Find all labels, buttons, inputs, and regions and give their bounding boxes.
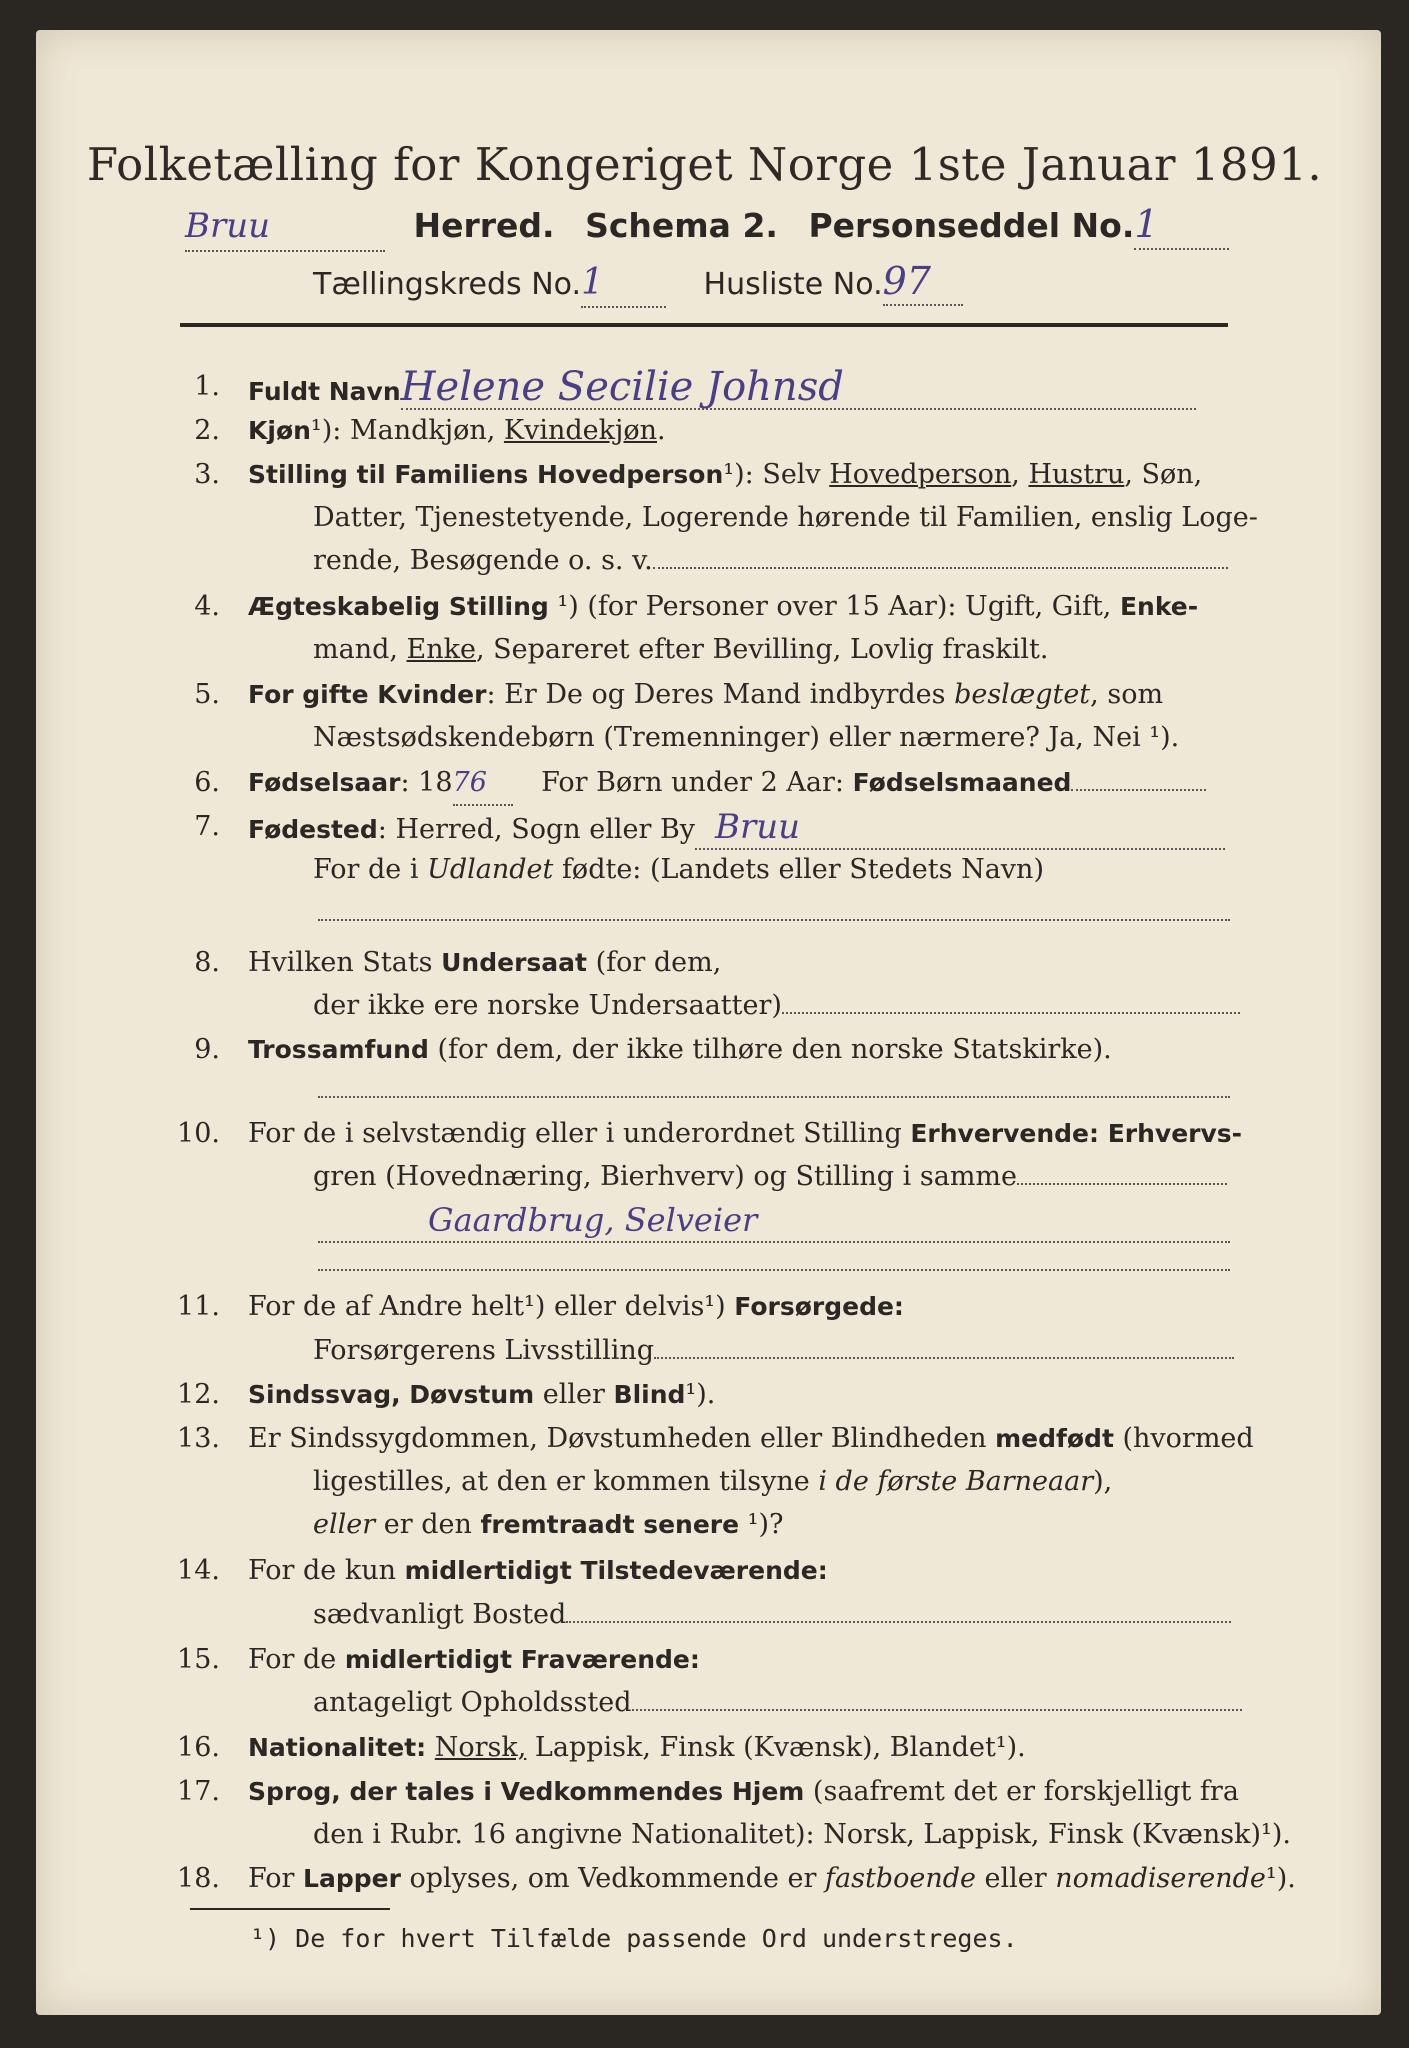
q-nationality-selected: Norsk, [434,1732,527,1763]
q-congenital-close: ), [1093,1466,1113,1497]
item-3 [248,454,1202,496]
form-title: Folketælling for Kongeriget Norge 1ste Januar 1891. [86,138,1323,191]
item-number: 2. [194,415,220,446]
item-number: 8. [194,947,220,978]
footnote-rule [190,1908,390,1910]
item-11 [248,1286,904,1328]
item-14-line2 [313,1594,1231,1636]
fill-line [653,566,1228,569]
q-disability-label: Sindssvag, Døvstum [248,1380,535,1409]
q-sex-label: Kjøn [248,416,311,445]
q-disability-or: eller [534,1379,614,1410]
item-11-line2 [313,1330,1234,1372]
q-birthmonth-label: Fødselsmaaned [852,768,1072,797]
q-position-son: , Søn, [1124,459,1203,490]
item-5 [248,674,1163,716]
occupation-value: Gaardbrug, Selveier [318,1199,1230,1243]
q-nationality-space [426,1732,435,1763]
q-sami-resident: fastboende [825,1863,976,1894]
q-birthyear-label: Fødselsaar [248,768,401,797]
q-married-for: For [248,680,303,709]
q-congenital-q: ¹)? [739,1509,784,1540]
personseddel-value: 1 [1134,200,1229,250]
q-congenital-text: Er Sindssygdommen, Døvstumheden eller Blindheden [248,1423,996,1454]
herred-value: Bruu [185,202,385,252]
q-congenital-label: medfødt [995,1424,1114,1453]
item-number: 15. [177,1644,220,1675]
personseddel-label: Personseddel No. [808,206,1135,245]
item-13-line2 [313,1461,1112,1503]
q-congenital-er: er den [375,1509,481,1540]
q-disability-note: ¹). [685,1379,716,1410]
q-occupation-text: For de i selvstændig eller i underordnet Stilling [248,1118,911,1149]
q-language-text: (saafremt det er forskjelligt fra [804,1776,1239,1807]
q-marital-mand: mand, [313,634,407,665]
item-18 [248,1858,1296,1900]
item-1 [248,366,1196,413]
item-2: Kjøn¹): Mandkjøn, Kvindekjøn. [248,415,666,446]
q-marital-selected: Enke [406,634,476,665]
fill-line [318,918,1230,921]
item-4 [248,586,1198,628]
q-religion-label: Trossamfund [248,1035,429,1064]
schema-label: Schema 2. [585,206,778,245]
fill-line [782,1011,1240,1014]
q-married-women: gifte Kvinder [302,680,487,709]
q-probable-stay: antageligt Opholdssted [313,1687,632,1718]
item-number: 9. [194,1034,220,1065]
q-citizen-text: Hvilken Stats [248,947,442,978]
q-abroad-word: Udlandet [427,854,554,885]
item-number: 14. [177,1555,220,1586]
q-married-related: beslægtet [954,679,1091,710]
item-3-line3 [313,540,1228,582]
item-10-answer-line [318,1199,1230,1244]
item-7 [248,806,1225,851]
fill-line [1017,1182,1227,1185]
q-sex-selected: Kvindekjøn [503,415,658,446]
item-number: 1. [194,371,220,402]
item-10 [248,1113,1242,1155]
herred-label: Herred. [413,206,555,245]
q-married-text: : Er De og Deres Mand indbyrdes [486,679,955,710]
item-9 [248,1029,1112,1071]
q-abroad-prefix: For de i [313,854,428,885]
item-number: 16. [177,1732,220,1763]
q-congenital-line2: ligestilles, at den er kommen tilsyne [313,1466,819,1497]
q-marital-rest: , Separeret efter Bevilling, Lovlig fraskilt. [476,634,1049,665]
q-congenital-later: fremtraadt senere [480,1510,740,1539]
q-sami-note: ¹). [1265,1863,1296,1894]
q-position-selected: Hovedperson [829,459,1012,490]
q-position-hustru: Hustru [1028,459,1125,490]
q-position-label: Stilling til Familiens Hovedperson [248,460,724,489]
item-number: 5. [194,679,220,710]
item-8 [248,942,721,984]
item-5-line2: Næstsødskendebørn (Tremenninger) eller nærmere? Ja, Nei ¹). [313,722,1180,753]
q-temp-absent-text: For de [248,1644,345,1675]
husliste-value: 97 [883,258,963,306]
item-number: 18. [177,1863,220,1894]
item-17-line2: den i Rubr. 16 angivne Nationalitet): Norsk, Lappisk, Finsk (Kvænsk)¹). [313,1819,1291,1850]
q-temp-absent-label: midlertidigt Fraværende: [344,1645,700,1674]
fill-line [318,1095,1230,1098]
q-full-name-label: Fuldt Navn [248,377,401,406]
q-nationality-options: Lappisk, Finsk (Kvænsk), Blandet¹). [526,1732,1026,1763]
q-sami-for: For [248,1863,304,1894]
item-13-line3 [313,1504,784,1546]
item-8-line2 [313,985,1240,1027]
fill-line [654,1356,1234,1359]
q-supporter-occupation: Forsørgerens Livsstilling [313,1335,655,1366]
item-number: 17. [177,1776,220,1807]
item-17 [248,1771,1239,1813]
fill-line [566,1620,1231,1623]
q-position-text: ¹): Selv [723,459,830,490]
q-religion-text: (for dem, der ikke tilhøre den norske Statskirke). [428,1034,1112,1065]
item-13 [248,1418,1254,1460]
item-4-line2 [313,629,1048,671]
item-number: 4. [194,591,220,622]
q-marital-enkemand: Enke- [1119,592,1199,621]
item-7-line2 [313,849,1044,891]
q-birthplace-label: Fødested [248,815,378,844]
item-6 [248,762,1206,806]
q-sami-nomadic: nomadiserende [1055,1863,1266,1894]
item-15-line2 [313,1682,1242,1724]
q-nationality-label: Nationalitet: [248,1733,427,1762]
q-supported-text: For de af Andre helt¹) eller delvis¹) [248,1291,735,1322]
item-16 [248,1727,1026,1769]
q-congenital-paren: (hvormed [1113,1423,1254,1454]
kreds-label: Tællingskreds No. [313,267,581,302]
q-sex-options: ¹): Mandkjøn, [310,415,504,446]
item-number: 3. [194,459,220,490]
fill-line [318,1268,1230,1271]
birthplace-value: Bruu [695,806,1225,850]
fill-line [1071,788,1206,791]
item-10-line2 [313,1156,1227,1198]
fill-line [632,1708,1242,1711]
q-marital-label: Ægteskabelig Stilling [248,592,549,621]
husliste-label: Husliste No. [703,267,883,302]
q-congenital-childhood: i de første Barneaar [818,1466,1094,1497]
q-citizen-label: Undersaat [441,948,587,977]
q-married-som: , som [1090,679,1164,710]
q-birthplace-text: : Herred, Sogn eller By [377,814,696,845]
q-birthyear-prefix: : 18 [400,767,453,798]
item-12 [248,1374,715,1416]
birthyear-value: 76 [453,762,513,806]
item-number: 13. [177,1423,220,1454]
q-citizen-line2: der ikke ere norske Undersaatter) [313,990,782,1021]
q-position-sep: , [1011,459,1029,490]
q-temp-present-text: For de kun [248,1555,405,1586]
header-rule [180,323,1228,327]
q-sami-label: Lapper [303,1864,401,1893]
q-supported-label: Forsørgede: [734,1292,904,1321]
q-abroad-rest: fødte: (Landets eller Stedets Navn) [553,854,1044,885]
item-number: 6. [194,767,220,798]
q-usual-residence: sædvanligt Bosted [313,1599,567,1630]
full-name-value: Helene Secilie Johnsd [401,366,1196,410]
kreds-value: 1 [581,260,666,308]
q-sami-text: oplyses, om Vedkommende er [400,1863,825,1894]
kreds-line [313,258,963,308]
herred-line [185,200,1229,252]
item-number: 7. [194,811,220,842]
q-marital-options: ¹) (for Personer over 15 Aar): Ugift, Gift, [548,591,1120,622]
q-citizen-paren: (for dem, [586,947,722,978]
item-15 [248,1639,700,1681]
item-number: 12. [177,1379,220,1410]
item-number: 10. [177,1118,220,1149]
q-occupation-line2: gren (Hovednæring, Bierhverv) og Stilling i samme [313,1161,1018,1192]
q-occupation-label: Erhvervende: Erhvervs- [910,1119,1243,1148]
q-disability-blind: Blind [613,1380,686,1409]
q-sami-or: eller [975,1863,1056,1894]
item-3-line2: Datter, Tjenestetyende, Logerende hørende til Familien, enslig Loge- [313,502,1258,533]
q-congenital-eller: eller [313,1509,376,1540]
q-birthmonth-text: For Børn under 2 Aar: [541,767,853,798]
footnote: ¹) De for hvert Tilfælde passende Ord understreges. [250,1924,1018,1953]
q-temp-present-label: midlertidigt Tilstedeværende: [404,1556,828,1585]
q-position-line3: rende, Besøgende o. s. v. [313,545,653,576]
item-14 [248,1550,828,1592]
item-number: 11. [177,1291,220,1322]
q-language-label: Sprog, der tales i Vedkommendes Hjem [248,1777,805,1806]
